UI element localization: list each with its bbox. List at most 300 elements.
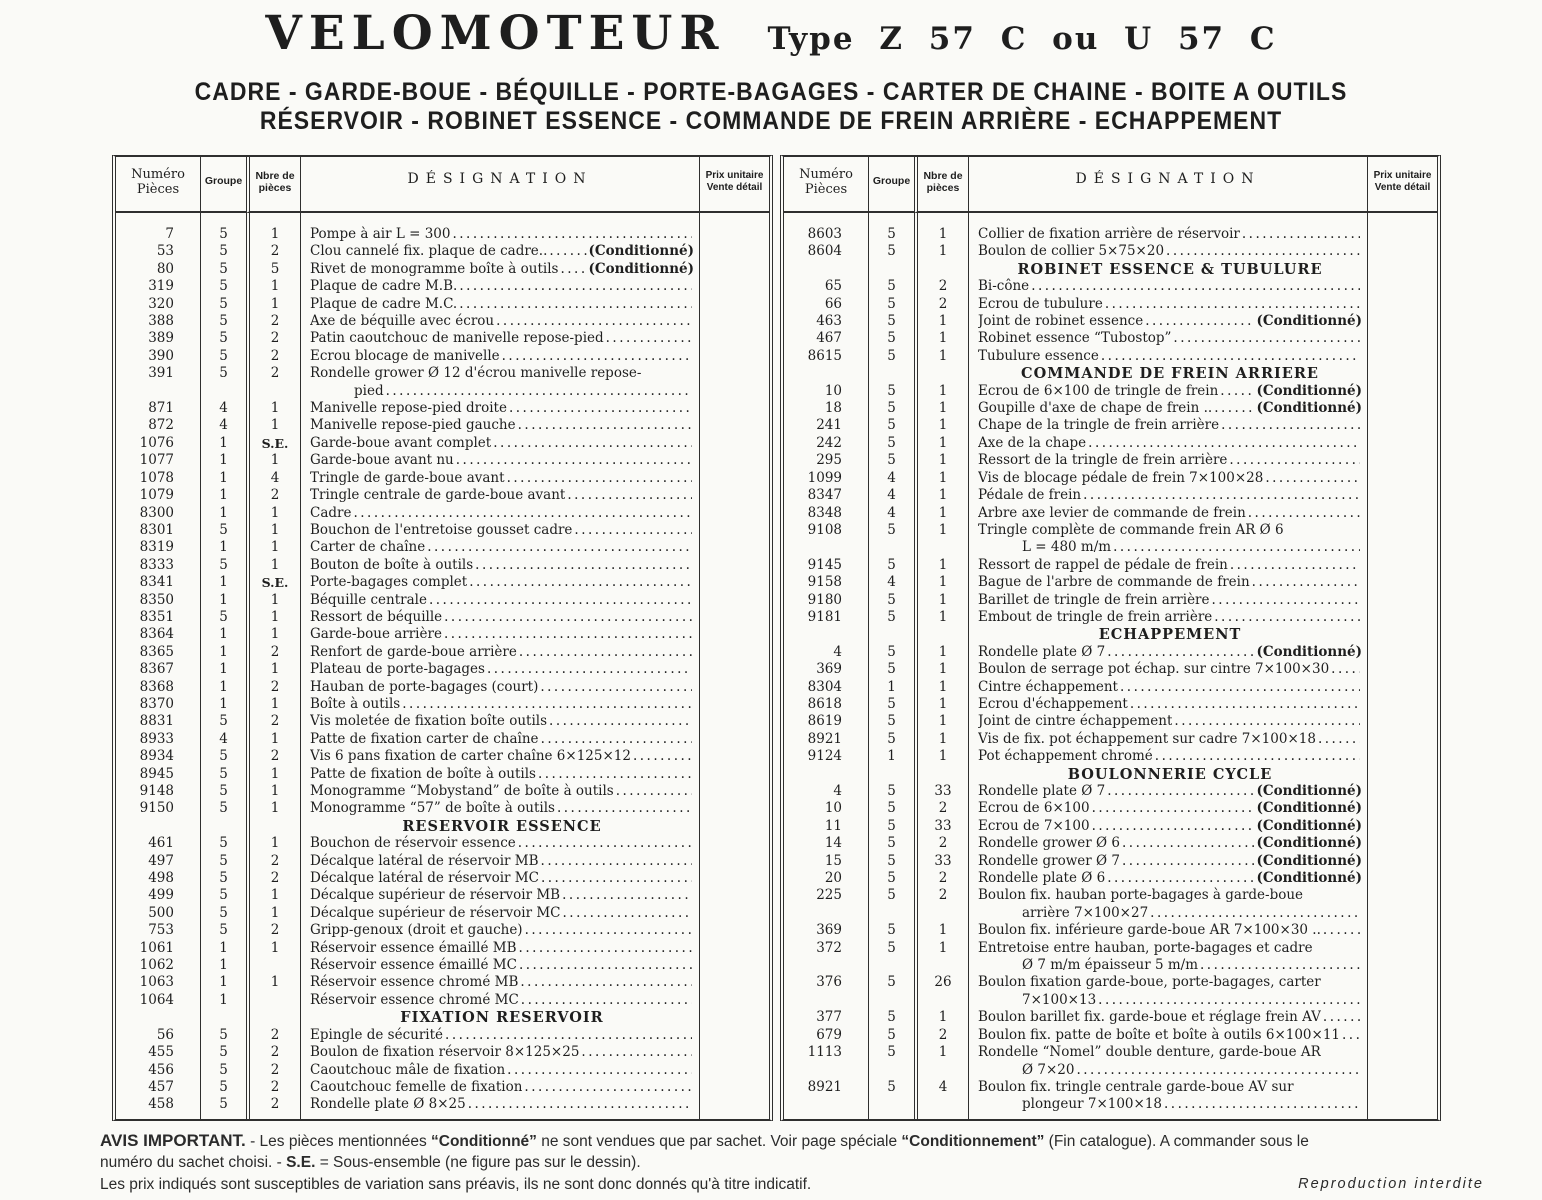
designation-text: Ecrou de 6×100: [978, 800, 1090, 817]
quantity-cell: 1: [914, 592, 968, 609]
dot-leader: [402, 696, 692, 713]
price-cell: [1367, 487, 1437, 504]
quantity-cell: 1: [246, 400, 300, 417]
group-cell: 5: [200, 522, 246, 539]
quantity-cell: 2: [246, 853, 300, 870]
designation-text: Bouchon de réservoir essence: [310, 835, 516, 852]
designation-text: Manivelle repose-pied droite: [310, 400, 507, 417]
designation-text: Rondelle plate Ø 7: [978, 783, 1106, 799]
quantity-cell: 1: [914, 557, 968, 574]
designation-cell: [300, 957, 699, 974]
designation-text: Ressort de béquille: [310, 608, 443, 625]
price-cell: [1367, 278, 1437, 295]
part-number-cell: 500: [148, 904, 174, 921]
subtitle-line-2: RÉSERVOIR - ROBINET ESSENCE - COMMANDE DE FREIN ARRIÈRE - ECHAPPEMENT: [259, 106, 1283, 135]
dot-leader: [633, 748, 692, 765]
table-row: [784, 713, 1437, 730]
filler-cell: [246, 213, 300, 226]
filler-cell: [699, 213, 769, 226]
group-cell: 5: [200, 609, 246, 626]
group-cell: 1: [200, 644, 246, 661]
group-cell: 5: [868, 609, 914, 626]
price-cell: [699, 940, 769, 957]
dot-leader: [1173, 330, 1360, 347]
table-row: [116, 313, 769, 330]
price-cell: [699, 783, 769, 800]
part-number-cell: 320: [148, 295, 174, 312]
section-header-row: [116, 818, 769, 835]
quantity-cell: 1: [914, 922, 968, 939]
table-row: [784, 278, 1437, 295]
part-number-cell: 679: [816, 1026, 842, 1043]
dot-leader: [427, 539, 692, 556]
designation-cell: [300, 278, 699, 295]
table-row: [784, 696, 1437, 713]
dot-leader: [1220, 383, 1254, 400]
quantity-cell: 1: [246, 661, 300, 678]
table-row: [784, 661, 1437, 678]
footer-text-segment: “Conditionné”: [431, 1133, 537, 1150]
table-row: [784, 870, 1437, 887]
price-cell: [1367, 365, 1437, 382]
quantity-cell: 1: [246, 592, 300, 609]
table-row: [116, 1079, 769, 1096]
group-cell: 5: [868, 713, 914, 730]
section-header-row: [784, 365, 1437, 382]
quantity-cell: 1: [914, 348, 968, 365]
quantity-cell: 2: [246, 1096, 300, 1113]
group-cell: 5: [200, 853, 246, 870]
dot-leader: [1076, 1062, 1360, 1079]
part-number-cell: 1079: [139, 487, 174, 504]
designation-cell: [300, 644, 699, 661]
designation-cell: [968, 574, 1367, 591]
group-cell: [868, 766, 914, 783]
footer-line-2: [100, 1152, 1512, 1173]
price-cell: [699, 696, 769, 713]
dot-leader: [562, 887, 692, 904]
footer-text-segment: AVIS IMPORTANT.: [100, 1131, 246, 1150]
group-cell: 1: [200, 992, 246, 1009]
table-row: [116, 1027, 769, 1044]
dot-leader: [1265, 470, 1360, 487]
designation-cell: [968, 505, 1367, 522]
group-cell: [868, 626, 914, 643]
designation-cell: [300, 940, 699, 957]
designation-text: Hauban de porte-bagages (court): [310, 678, 539, 695]
table-row: [784, 783, 1437, 800]
designation-cell: [968, 679, 1367, 696]
part-number-cell: 9181: [807, 608, 842, 625]
group-cell: 5: [200, 713, 246, 730]
table-row: [116, 1044, 769, 1061]
designation-text: Boulon fix. patte de boîte et boîte à outils 6×100×11: [978, 1026, 1341, 1043]
dot-leader: [541, 870, 692, 887]
dot-leader: [1214, 400, 1254, 417]
group-cell: 1: [200, 957, 246, 974]
dot-leader: [1166, 243, 1360, 260]
quantity-cell: 1: [246, 452, 300, 469]
designation-text: Réservoir essence émaillé MC: [310, 957, 517, 974]
designation-cell: [968, 313, 1367, 330]
part-number-cell: 18: [824, 400, 842, 417]
table-row: [116, 557, 769, 574]
table-row: [784, 748, 1437, 765]
group-cell: 5: [868, 644, 914, 661]
part-number-cell: 8333: [139, 556, 174, 573]
quantity-cell: 1: [914, 748, 968, 765]
table-row: [784, 887, 1437, 922]
designation-continuation: L = 480 m/m: [1022, 539, 1112, 556]
dot-leader: [1083, 487, 1360, 504]
price-cell: [699, 452, 769, 469]
quantity-cell: 33: [914, 783, 968, 800]
filler-cell: [699, 1114, 769, 1119]
designation-cell: [300, 800, 699, 817]
group-cell: 5: [868, 835, 914, 852]
quantity-cell: 2: [246, 348, 300, 365]
price-cell: [1367, 748, 1437, 765]
part-number-cell: 4: [833, 643, 842, 660]
quantity-cell: 1: [914, 487, 968, 504]
group-cell: 5: [200, 557, 246, 574]
part-number-cell: 65: [824, 278, 842, 295]
dot-leader: [353, 505, 692, 522]
designation-cell: [300, 313, 699, 330]
table-row: [116, 644, 769, 661]
quantity-cell: 1: [246, 417, 300, 434]
quantity-cell: 1: [914, 644, 968, 661]
table-row: [116, 766, 769, 783]
dot-leader: [1230, 557, 1360, 574]
group-cell: 4: [200, 417, 246, 434]
designation-cell: [300, 226, 699, 243]
price-cell: [699, 1027, 769, 1044]
dot-leader: [459, 296, 692, 313]
page-title: [0, 8, 1542, 70]
designation-text: Tringle complète de commande frein AR Ø 6: [978, 521, 1284, 538]
designation-continuation: 7×100×13: [1022, 991, 1097, 1008]
price-cell: [699, 818, 769, 835]
dot-leader: [496, 313, 692, 330]
designation-cell: ROBINET ESSENCE & TUBULURE: [968, 261, 1367, 278]
price-cell: [699, 1044, 769, 1061]
group-cell: 5: [200, 1096, 246, 1113]
quantity-cell: 2: [246, 1079, 300, 1096]
part-number-cell: 498: [148, 870, 174, 887]
designation-cell: [968, 278, 1367, 295]
dot-leader: [606, 330, 692, 347]
dot-leader: [518, 417, 692, 434]
group-cell: 5: [868, 313, 914, 330]
group-cell: 1: [200, 592, 246, 609]
table-row: [784, 609, 1437, 626]
designation-text: Ressort de rappel de pédale de frein: [978, 556, 1228, 573]
designation-cell: [300, 452, 699, 469]
column-header-nbre: Nbre de pièces: [246, 157, 300, 213]
quantity-cell: 1: [914, 679, 968, 696]
designation-cell: [968, 713, 1367, 730]
table-row: [116, 330, 769, 347]
group-cell: 5: [200, 783, 246, 800]
group-cell: 5: [868, 435, 914, 452]
price-cell: [1367, 870, 1437, 887]
designation-cell: [968, 383, 1367, 400]
dot-leader: [519, 957, 692, 974]
designation-cell: [300, 400, 699, 417]
part-number-cell: 1076: [139, 434, 174, 451]
column-header-designation: DÉSIGNATION: [968, 157, 1367, 213]
column-header-nbre: Nbre de pièces: [914, 157, 968, 213]
table-row: [784, 574, 1437, 591]
designation-cell: [300, 539, 699, 556]
table-row: [784, 818, 1437, 835]
designation-cell: [968, 557, 1367, 574]
price-cell: [699, 713, 769, 730]
filler-cell: [914, 213, 968, 226]
designation-text: Décalque latéral de réservoir MB: [310, 852, 539, 869]
price-cell: [1367, 452, 1437, 469]
group-cell: 5: [868, 557, 914, 574]
designation-text: Embout de tringle de frein arrière: [978, 608, 1213, 625]
part-number-cell: 9150: [139, 800, 174, 817]
quantity-cell: 2: [246, 748, 300, 765]
designation-text: Vis de blocage pédale de frein 7×100×28: [978, 469, 1264, 486]
table-row: [784, 296, 1437, 313]
part-number-cell: 456: [148, 1061, 174, 1078]
group-cell: 1: [200, 679, 246, 696]
group-cell: [868, 261, 914, 278]
table-row: [784, 400, 1437, 417]
designation-text: Boulon de collier 5×75×20: [978, 243, 1165, 260]
quantity-cell: 1: [246, 626, 300, 643]
designation-text: Ecrou de 7×100: [978, 817, 1090, 834]
price-cell: [699, 922, 769, 939]
group-cell: 5: [200, 800, 246, 817]
table-row: [784, 679, 1437, 696]
part-number-cell: 10: [824, 800, 842, 817]
designation-text: Pompe à air L = 300: [310, 226, 451, 242]
designation-cell: [300, 243, 699, 260]
dot-leader: [1323, 1009, 1360, 1026]
quantity-cell: 1: [914, 243, 968, 260]
designation-text: Réservoir essence émaillé MB: [310, 939, 517, 956]
group-cell: 5: [868, 226, 914, 243]
designation-text: Décalque supérieur de réservoir MC: [310, 904, 561, 921]
price-cell: [1367, 1044, 1437, 1079]
designation-text: Vis de fix. pot échappement sur cadre 7×100×18: [978, 730, 1316, 747]
price-cell: [1367, 417, 1437, 434]
designation-cell: [300, 1027, 699, 1044]
dot-leader: [560, 261, 586, 278]
designation-cell: [300, 574, 699, 591]
price-cell: [1367, 818, 1437, 835]
group-cell: 4: [868, 505, 914, 522]
part-number-cell: 369: [816, 922, 842, 939]
group-cell: 5: [868, 853, 914, 870]
conditionne-tag: (Conditionné): [1256, 835, 1362, 852]
conditionne-tag: (Conditionné): [588, 260, 694, 277]
designation-text: Chape de la tringle de frein arrière: [978, 417, 1220, 434]
dot-leader: [429, 592, 692, 609]
part-number-cell: 1078: [139, 469, 174, 486]
designation-cell: [968, 922, 1367, 939]
footer-text-segment: ne sont vendues que par sachet. Voir page spéciale: [536, 1133, 902, 1150]
designation-text: Ressort de la tringle de frein arrière: [978, 452, 1228, 469]
dot-leader: [1031, 278, 1360, 295]
designation-cell: [300, 887, 699, 904]
quantity-cell: 1: [914, 330, 968, 347]
designation-cell: [968, 243, 1367, 260]
designation-cell: [968, 1009, 1367, 1026]
quantity-cell: 1: [914, 522, 968, 557]
designation-text: Vis moletée de fixation boîte outils: [310, 713, 548, 730]
quantity-cell: 2: [246, 487, 300, 504]
price-cell: [1367, 766, 1437, 783]
group-cell: 5: [868, 696, 914, 713]
price-cell: [1367, 974, 1437, 1009]
designation-cell: BOULONNERIE CYCLE: [968, 766, 1367, 783]
price-cell: [1367, 470, 1437, 487]
designation-text: Vis 6 pans fixation de carter chaîne 6×125×12: [310, 748, 631, 765]
group-cell: 5: [868, 278, 914, 295]
group-cell: 5: [200, 748, 246, 765]
group-cell: 5: [200, 330, 246, 347]
designation-cell: [968, 731, 1367, 748]
designation-text: Patte de fixation carter de chaîne: [310, 730, 539, 747]
part-number-cell: 372: [816, 939, 842, 956]
dot-leader: [538, 766, 692, 783]
footer-text-segment: S.E.: [286, 1154, 316, 1171]
table-row: [116, 748, 769, 765]
parts-table-right: [780, 155, 1441, 1121]
price-cell: [1367, 574, 1437, 591]
dot-leader: [1221, 417, 1360, 434]
table-row: [784, 922, 1437, 939]
table-body: [116, 213, 769, 1119]
group-cell: 4: [200, 400, 246, 417]
quantity-cell: 2: [914, 835, 968, 852]
group-cell: 5: [868, 383, 914, 400]
table-row: [116, 522, 769, 539]
part-number-cell: [784, 766, 868, 783]
group-cell: 1: [868, 748, 914, 765]
part-number-cell: 8370: [139, 695, 174, 712]
part-number-cell: 225: [816, 887, 842, 904]
dot-leader: [1113, 539, 1360, 556]
part-number-cell: 7: [165, 226, 174, 242]
table-row: [116, 261, 769, 278]
designation-text: Barillet de tringle de frein arrière: [978, 591, 1210, 608]
group-cell: 5: [200, 365, 246, 400]
part-number-cell: 458: [148, 1096, 174, 1113]
designation-cell: [968, 800, 1367, 817]
designation-cell: [968, 1079, 1367, 1114]
conditionne-tag: (Conditionné): [1256, 870, 1362, 887]
table-row: [116, 226, 769, 243]
designation-cell: [300, 592, 699, 609]
designation-cell: [968, 748, 1367, 765]
dot-leader: [1145, 313, 1254, 330]
designation-text: Carter de chaîne: [310, 539, 426, 556]
table-row: [116, 574, 769, 591]
quantity-cell: 1: [246, 800, 300, 817]
group-cell: 5: [868, 592, 914, 609]
designation-cell: [968, 696, 1367, 713]
group-cell: 5: [200, 887, 246, 904]
part-number-cell: 8350: [139, 591, 174, 608]
part-number-cell: 8364: [139, 626, 174, 643]
part-number-cell: [116, 1009, 200, 1026]
part-number-cell: [784, 365, 868, 382]
part-number-cell: 9180: [807, 591, 842, 608]
table-filler: [784, 1114, 1437, 1119]
part-number-cell: 8300: [139, 504, 174, 521]
designation-text: Rivet de monogramme boîte à outils: [310, 260, 559, 277]
table-row: [784, 1079, 1437, 1114]
group-cell: 5: [868, 417, 914, 434]
quantity-cell: [914, 766, 968, 783]
dot-leader: [445, 1027, 692, 1044]
designation-cell: [968, 1044, 1367, 1079]
conditionne-tag: (Conditionné): [1256, 643, 1362, 660]
table-row: [116, 974, 769, 991]
part-number-cell: 241: [816, 417, 842, 434]
group-cell: [868, 365, 914, 382]
dot-leader: [1122, 835, 1255, 852]
part-number-cell: 388: [148, 313, 174, 330]
group-cell: 5: [200, 905, 246, 922]
designation-cell: [300, 974, 699, 991]
designation-text: Décalque latéral de réservoir MC: [310, 870, 539, 887]
designation-continuation: plongeur 7×100×18: [1022, 1096, 1163, 1113]
quantity-cell: 2: [246, 644, 300, 661]
part-number-cell: 8347: [807, 487, 842, 504]
filler-cell: [784, 213, 868, 226]
table-row: [116, 417, 769, 434]
price-cell: [699, 679, 769, 696]
table-row: [116, 783, 769, 800]
filler-cell: [968, 213, 1367, 226]
quantity-cell: S.E.: [246, 435, 300, 452]
conditionne-tag: (Conditionné): [1256, 817, 1362, 834]
price-cell: [699, 1009, 769, 1026]
quantity-cell: 1: [246, 296, 300, 313]
designation-text: Ecrou blocage de manivelle: [310, 347, 500, 364]
table-row: [784, 1044, 1437, 1079]
quantity-cell: 2: [246, 713, 300, 730]
designation-text: Monogramme “57” de boîte à outils: [310, 800, 555, 817]
designation-text: Boulon fixation garde-boue, porte-bagages, carter: [978, 974, 1321, 991]
dot-leader: [1248, 505, 1360, 522]
part-number-cell: 9108: [807, 521, 842, 538]
designation-text: Rondelle plate Ø 8×25: [310, 1096, 466, 1113]
group-cell: 5: [200, 348, 246, 365]
table-row: [784, 330, 1437, 347]
quantity-cell: 1: [246, 835, 300, 852]
designation-cell: [300, 609, 699, 626]
quantity-cell: 2: [246, 243, 300, 260]
footer-text-segment: (Fin catalogue). A commander sous le: [1044, 1133, 1309, 1150]
designation-text: Arbre axe levier de commande de frein: [978, 504, 1246, 521]
designation-text: Réservoir essence chromé MB: [310, 974, 519, 991]
price-cell: [699, 313, 769, 330]
price-cell: [1367, 383, 1437, 400]
part-number-cell: 753: [148, 922, 174, 939]
designation-cell: ECHAPPEMENT: [968, 626, 1367, 643]
price-cell: [699, 435, 769, 452]
designation-text: Porte-bagages complet: [310, 574, 468, 591]
